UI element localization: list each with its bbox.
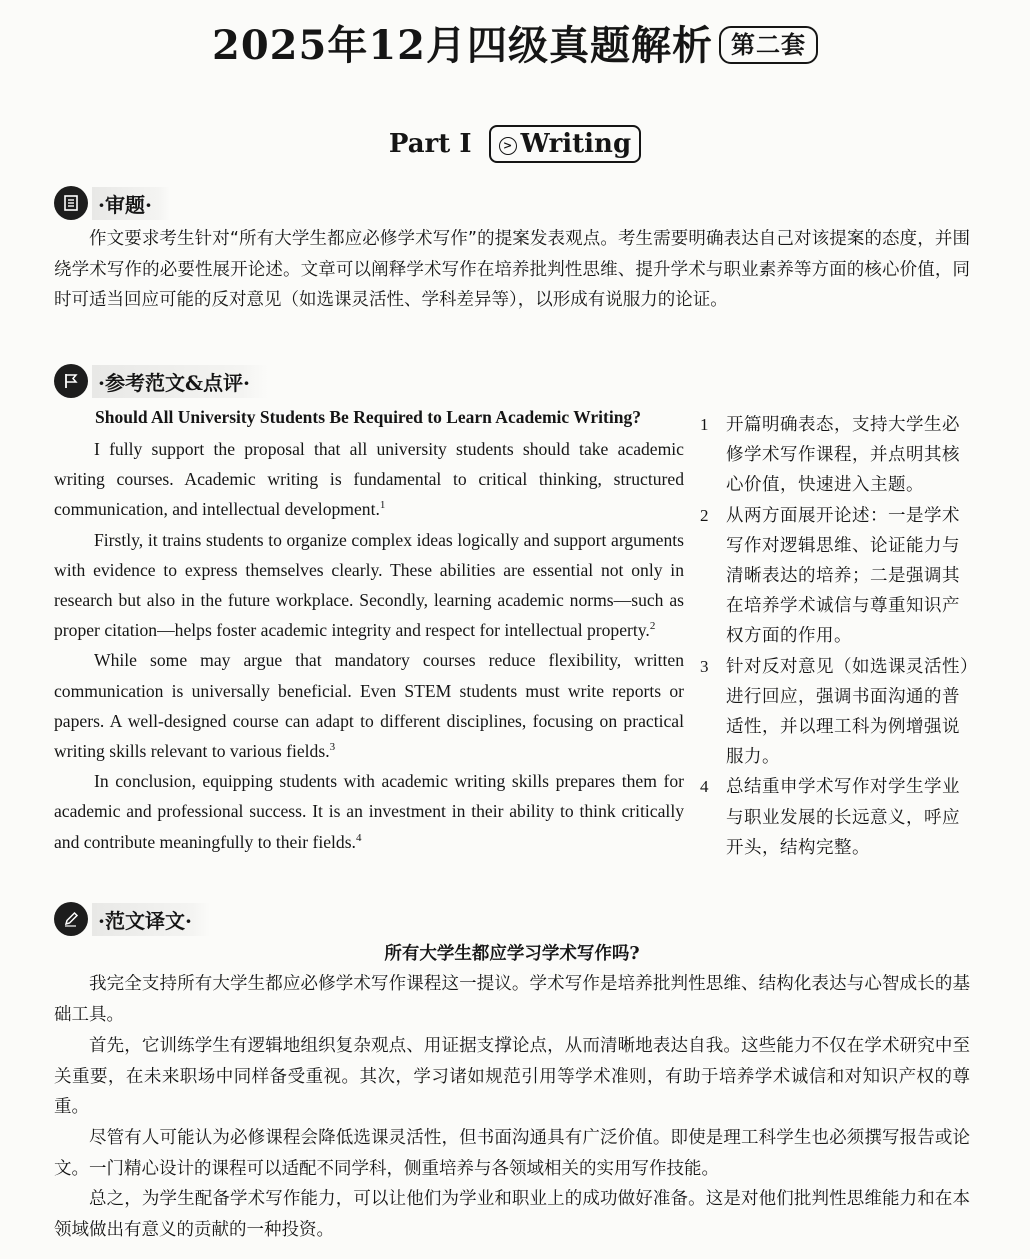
note-number: 2	[700, 505, 709, 525]
essay-paragraph-text: I fully support the proposal that all university students should take academic writing courses. Academic writing is fundamental to critical thinking, structured communication, and intellectual development.	[54, 439, 684, 520]
translation-title: 所有大学生都应学习学术写作吗?	[384, 944, 640, 964]
section-sample-title: ·参考范文&点评·	[92, 365, 268, 398]
part-name: Writing	[520, 129, 632, 159]
section-translation-header	[54, 902, 210, 936]
essay-paragraph	[54, 645, 684, 766]
note-marker: 3	[329, 741, 336, 754]
note-item	[700, 410, 972, 501]
note-number: 1	[700, 415, 709, 434]
note-number: 3	[700, 656, 709, 676]
section-translation-title: ·范文译文·	[92, 903, 210, 936]
note-text: 总结重申学术写作对学生学业与职业发展的长远意义，呼应开头，结构完整。	[726, 777, 960, 858]
commentary-notes	[700, 410, 972, 863]
note-marker: 4	[355, 831, 362, 844]
note-marker: 2	[649, 620, 656, 633]
section-sample-header	[54, 364, 268, 398]
essay-paragraph-text: Firstly, it trains students to organize complex ideas logically and support arguments with evidence to express themselves clearly. These abilities are essential not only in research but also in the future workplace. Secondly, learning academic norms—such as proper citation—helps foster academic integrity and respect for intellectual property.	[54, 529, 684, 641]
review-paragraph: 作文要求考生针对“所有大学生都应必修学术写作”的提案发表观点。考生需要明确表达自己对该提案的态度，并围绕学术写作的必要性展开论述。文章可以阐释学术写作在培养批判性思维、提升学术与职业素养等方面的核心价值，同时可适当回应可能的反对意见（如选课灵活性、学科差异等），以形成有说服力的论证。	[54, 229, 970, 310]
translation-paragraph: 总之，为学生配备学术写作能力，可以让他们为学业和职业上的成功做好准备。这是对他们批判性思维能力和在本领域做出有意义的贡献的一种投资。	[54, 1189, 970, 1240]
note-item	[700, 501, 972, 652]
pen-icon	[54, 902, 88, 936]
note-text: 开篇明确表态，支持大学生必修学术写作课程，并点明其核心价值，快速进入主题。	[726, 415, 960, 496]
note-number: 4	[700, 777, 709, 797]
note-item	[700, 772, 972, 863]
part-name-tag	[489, 125, 642, 163]
page-title-text: 2025年12月四级真题解析	[212, 22, 713, 69]
section-review-title: ·审题·	[92, 187, 170, 220]
page-title	[0, 18, 1030, 74]
essay-paragraph	[54, 766, 684, 857]
arrow-right-icon: >	[499, 137, 517, 155]
flag-icon	[54, 364, 88, 398]
essay-paragraph	[54, 434, 684, 525]
note-marker: 1	[379, 499, 386, 512]
note-text: 从两方面展开论述：一是学术写作对逻辑思维、论证能力与清晰表达的培养；二是强调其在培养学术诚信与尊重知识产权方面的作用。	[726, 505, 960, 647]
essay-body	[54, 434, 684, 857]
translation-paragraph: 尽管有人可能认为必修课程会降低选课灵活性，但书面沟通具有广泛价值。即使是理工科学生也必须撰写报告或论文。一门精心设计的课程可以适配不同学科，侧重培养与各领域相关的实用写作技能。	[54, 1128, 970, 1179]
note-text: 针对反对意见（如选课灵活性）进行回应，强调书面沟通的普适性，并以理工科为例增强说服力。	[726, 656, 970, 768]
set-label: 第二套	[719, 26, 818, 64]
translation-paragraph: 首先，它训练学生有逻辑地组织复杂观点、用证据支撑论点，从而清晰地表达自我。这些能力不仅在学术研究中至关重要，在未来职场中同样备受重视。其次，学习诸如规范引用等学术准则，有助于培养学术诚信和对知识产权的尊重。	[54, 1036, 970, 1117]
section-review-header	[54, 186, 170, 220]
essay-title: Should All University Students Be Required to Learn Academic Writing?	[95, 407, 641, 427]
essay-paragraph-text: In conclusion, equipping students with academic writing skills prepares them for academic and professional success. It is an investment in their ability to think critically and contribute meaningfully to their fields.	[54, 771, 684, 852]
essay-paragraph	[54, 525, 684, 646]
note-item	[700, 652, 972, 773]
part-label: Part I	[388, 129, 472, 159]
essay-paragraph-text: While some may argue that mandatory courses reduce flexibility, written communication is universally beneficial. Even STEM students must write reports or papers. A well-designed course can adapt to different disciplines, focusing on practical writing skills relevant to various fields.	[54, 650, 684, 762]
translation-paragraph: 我完全支持所有大学生都应必修学术写作课程这一提议。学术写作是培养批判性思维、结构化表达与心智成长的基础工具。	[54, 974, 970, 1025]
part-heading	[0, 124, 1030, 164]
document-icon	[54, 186, 88, 220]
